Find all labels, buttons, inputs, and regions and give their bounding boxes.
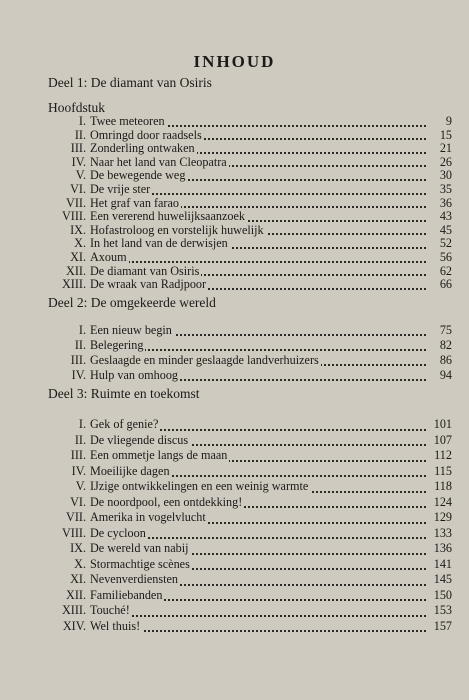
toc-entry bbox=[40, 129, 452, 143]
page-number: 56 bbox=[426, 251, 452, 265]
chapter-number: X. bbox=[74, 556, 86, 571]
chapter-title: De wereld van nabij bbox=[90, 541, 189, 555]
chapter-title: De cycloon bbox=[90, 525, 146, 540]
page-number: 75 bbox=[426, 323, 452, 338]
toc-part2 bbox=[40, 323, 452, 383]
toc-entry bbox=[40, 510, 452, 526]
toc-entry bbox=[40, 526, 452, 542]
page-number: 62 bbox=[426, 265, 452, 279]
chapter-title: Stormachtige scènes bbox=[90, 556, 190, 571]
toc-entry bbox=[40, 224, 452, 238]
chapter-number: VI. bbox=[70, 494, 86, 509]
toc-entry bbox=[40, 479, 452, 495]
toc-entry bbox=[40, 278, 452, 292]
toc-entry bbox=[40, 142, 452, 156]
toc-entry bbox=[40, 197, 452, 211]
page-number: 35 bbox=[426, 183, 452, 197]
page-number: 129 bbox=[426, 510, 452, 526]
chapter-title: Familiebanden bbox=[90, 587, 163, 602]
toc-entry bbox=[40, 251, 452, 265]
toc-entry bbox=[40, 448, 452, 464]
chapter-title: Hofastroloog en vorstelijk huwelijk bbox=[90, 222, 264, 237]
chapter-number: II. bbox=[74, 432, 86, 447]
dot-leader bbox=[92, 615, 426, 617]
chapter-number: VII. bbox=[66, 510, 86, 524]
toc-entry bbox=[40, 417, 452, 433]
chapter-title: Naar het land van Cleopatra bbox=[90, 154, 227, 169]
toc-entry bbox=[40, 265, 452, 279]
chapter-title: De bewegende weg bbox=[90, 168, 186, 183]
column-header: Hoofdstuk bbox=[48, 100, 105, 115]
toc-entry bbox=[40, 603, 452, 619]
toc-entry bbox=[40, 115, 452, 129]
page-number: 112 bbox=[426, 448, 452, 464]
chapter-title: Een vererend huwelijksaanzoek bbox=[90, 209, 245, 224]
page-number: 15 bbox=[426, 129, 452, 143]
page-number: 150 bbox=[426, 588, 452, 604]
toc-entry bbox=[40, 619, 452, 635]
chapter-title: Twee meteoren bbox=[90, 114, 165, 128]
chapter-number: I. bbox=[78, 417, 86, 431]
chapter-number: XIII. bbox=[61, 603, 86, 617]
chapter-number: V. bbox=[75, 168, 86, 183]
dot-leader bbox=[92, 261, 426, 263]
page-number: 133 bbox=[426, 526, 452, 542]
chapter-title: Wel thuis! bbox=[90, 618, 141, 633]
chapter-number: V. bbox=[75, 479, 86, 493]
page-number: 52 bbox=[426, 237, 452, 251]
page-number: 36 bbox=[426, 197, 452, 211]
page-number: 30 bbox=[426, 169, 452, 183]
part3-title: Deel 3: Ruimte en toekomst bbox=[48, 386, 200, 401]
page-number: 115 bbox=[426, 464, 452, 480]
chapter-title: Hulp van omhoog bbox=[90, 368, 179, 382]
page-title: INHOUD bbox=[193, 52, 276, 71]
chapter-title: Amerika in vogelvlucht bbox=[90, 510, 206, 524]
toc-entry bbox=[40, 541, 452, 557]
chapter-title: Het graf van farao bbox=[90, 195, 179, 210]
toc-entry bbox=[40, 210, 452, 224]
chapter-number: VI. bbox=[70, 181, 86, 196]
chapter-title: De vliegende discus bbox=[90, 432, 189, 447]
part2-title: Deel 2: De omgekeerde wereld bbox=[48, 295, 216, 310]
page-number: 21 bbox=[426, 142, 452, 156]
page-number: 45 bbox=[426, 224, 452, 238]
page-number: 43 bbox=[426, 210, 452, 224]
chapter-number: XII. bbox=[66, 263, 86, 278]
page-number: 124 bbox=[426, 495, 452, 511]
page-number: 136 bbox=[426, 541, 452, 557]
page-number: 94 bbox=[426, 368, 452, 383]
chapter-number: III. bbox=[70, 353, 86, 367]
chapter-title: Een ommetje langs de maan bbox=[90, 448, 228, 462]
chapter-number: I. bbox=[78, 323, 86, 337]
chapter-number: II. bbox=[74, 338, 86, 352]
chapter-title: De vrije ster bbox=[90, 181, 151, 196]
chapter-title: Belegering bbox=[90, 338, 144, 352]
toc-entry bbox=[40, 156, 452, 170]
page-number: 9 bbox=[426, 115, 452, 129]
chapter-number: III. bbox=[70, 141, 86, 156]
toc-entry bbox=[40, 464, 452, 480]
toc-part3 bbox=[40, 417, 452, 634]
part1-title: Deel 1: De diamant van Osiris bbox=[48, 75, 212, 90]
toc-entry bbox=[40, 237, 452, 251]
page-number: 82 bbox=[426, 338, 452, 353]
page-number: 145 bbox=[426, 572, 452, 588]
chapter-number: VIII. bbox=[61, 209, 86, 224]
chapter-title: IJzige ontwikkelingen en een weinig warmte bbox=[90, 479, 309, 493]
chapter-title: De wraak van Radjpoor bbox=[90, 277, 207, 292]
chapter-number: III. bbox=[70, 448, 86, 462]
chapter-title: Axoum bbox=[90, 249, 127, 264]
chapter-title: Nevenverdiensten bbox=[90, 572, 178, 586]
page-number: 66 bbox=[426, 278, 452, 292]
chapter-number: IV. bbox=[71, 463, 86, 478]
chapter-number: II. bbox=[74, 127, 86, 142]
chapter-title: Gek of genie? bbox=[90, 417, 159, 431]
toc-entry bbox=[40, 495, 452, 511]
toc-entry bbox=[40, 368, 452, 383]
page-number: 153 bbox=[426, 603, 452, 619]
toc-entry bbox=[40, 353, 452, 368]
chapter-title: Een nieuw begin bbox=[90, 323, 172, 337]
toc-entry bbox=[40, 323, 452, 338]
chapter-title: De diamant van Osiris bbox=[90, 263, 200, 278]
chapter-number: IV. bbox=[71, 368, 86, 382]
chapter-number: X. bbox=[74, 236, 86, 251]
page-number: 141 bbox=[426, 557, 452, 573]
toc-entry bbox=[40, 572, 452, 588]
chapter-title: De noordpool, een ontdekking! bbox=[90, 494, 243, 509]
chapter-number: VII. bbox=[66, 195, 86, 210]
chapter-title: Zonderling ontwaken bbox=[90, 141, 195, 156]
page-number: 118 bbox=[426, 479, 452, 495]
toc-entry bbox=[40, 433, 452, 449]
chapter-number: XI. bbox=[70, 572, 86, 586]
chapter-number: XIII. bbox=[61, 277, 86, 292]
toc-entry bbox=[40, 588, 452, 604]
chapter-title: Omringd door raadsels bbox=[90, 127, 202, 142]
chapter-title: In het land van de derwisjen bbox=[90, 236, 228, 251]
chapter-number: XIV. bbox=[62, 618, 86, 633]
chapter-number: XII. bbox=[66, 587, 86, 602]
toc-entry bbox=[40, 338, 452, 353]
toc-entry bbox=[40, 183, 452, 197]
page-number: 101 bbox=[426, 417, 452, 433]
chapter-number: IX. bbox=[70, 222, 86, 237]
chapter-number: IV. bbox=[71, 154, 86, 169]
toc-part1 bbox=[40, 115, 452, 292]
toc-entry bbox=[40, 169, 452, 183]
chapter-number: VIII. bbox=[61, 525, 86, 540]
toc-entry bbox=[40, 557, 452, 573]
chapter-title: Touché! bbox=[90, 603, 130, 617]
chapter-number: IX. bbox=[70, 541, 86, 555]
page-number: 157 bbox=[426, 619, 452, 635]
chapter-title: Geslaagde en minder geslaagde landverhuizers bbox=[90, 353, 319, 367]
page-number: 86 bbox=[426, 353, 452, 368]
chapter-number: XI. bbox=[70, 249, 86, 264]
chapter-title: Moeilijke dagen bbox=[90, 463, 170, 478]
page-number: 107 bbox=[426, 433, 452, 449]
chapter-number: I. bbox=[78, 114, 86, 128]
page-number: 26 bbox=[426, 156, 452, 170]
